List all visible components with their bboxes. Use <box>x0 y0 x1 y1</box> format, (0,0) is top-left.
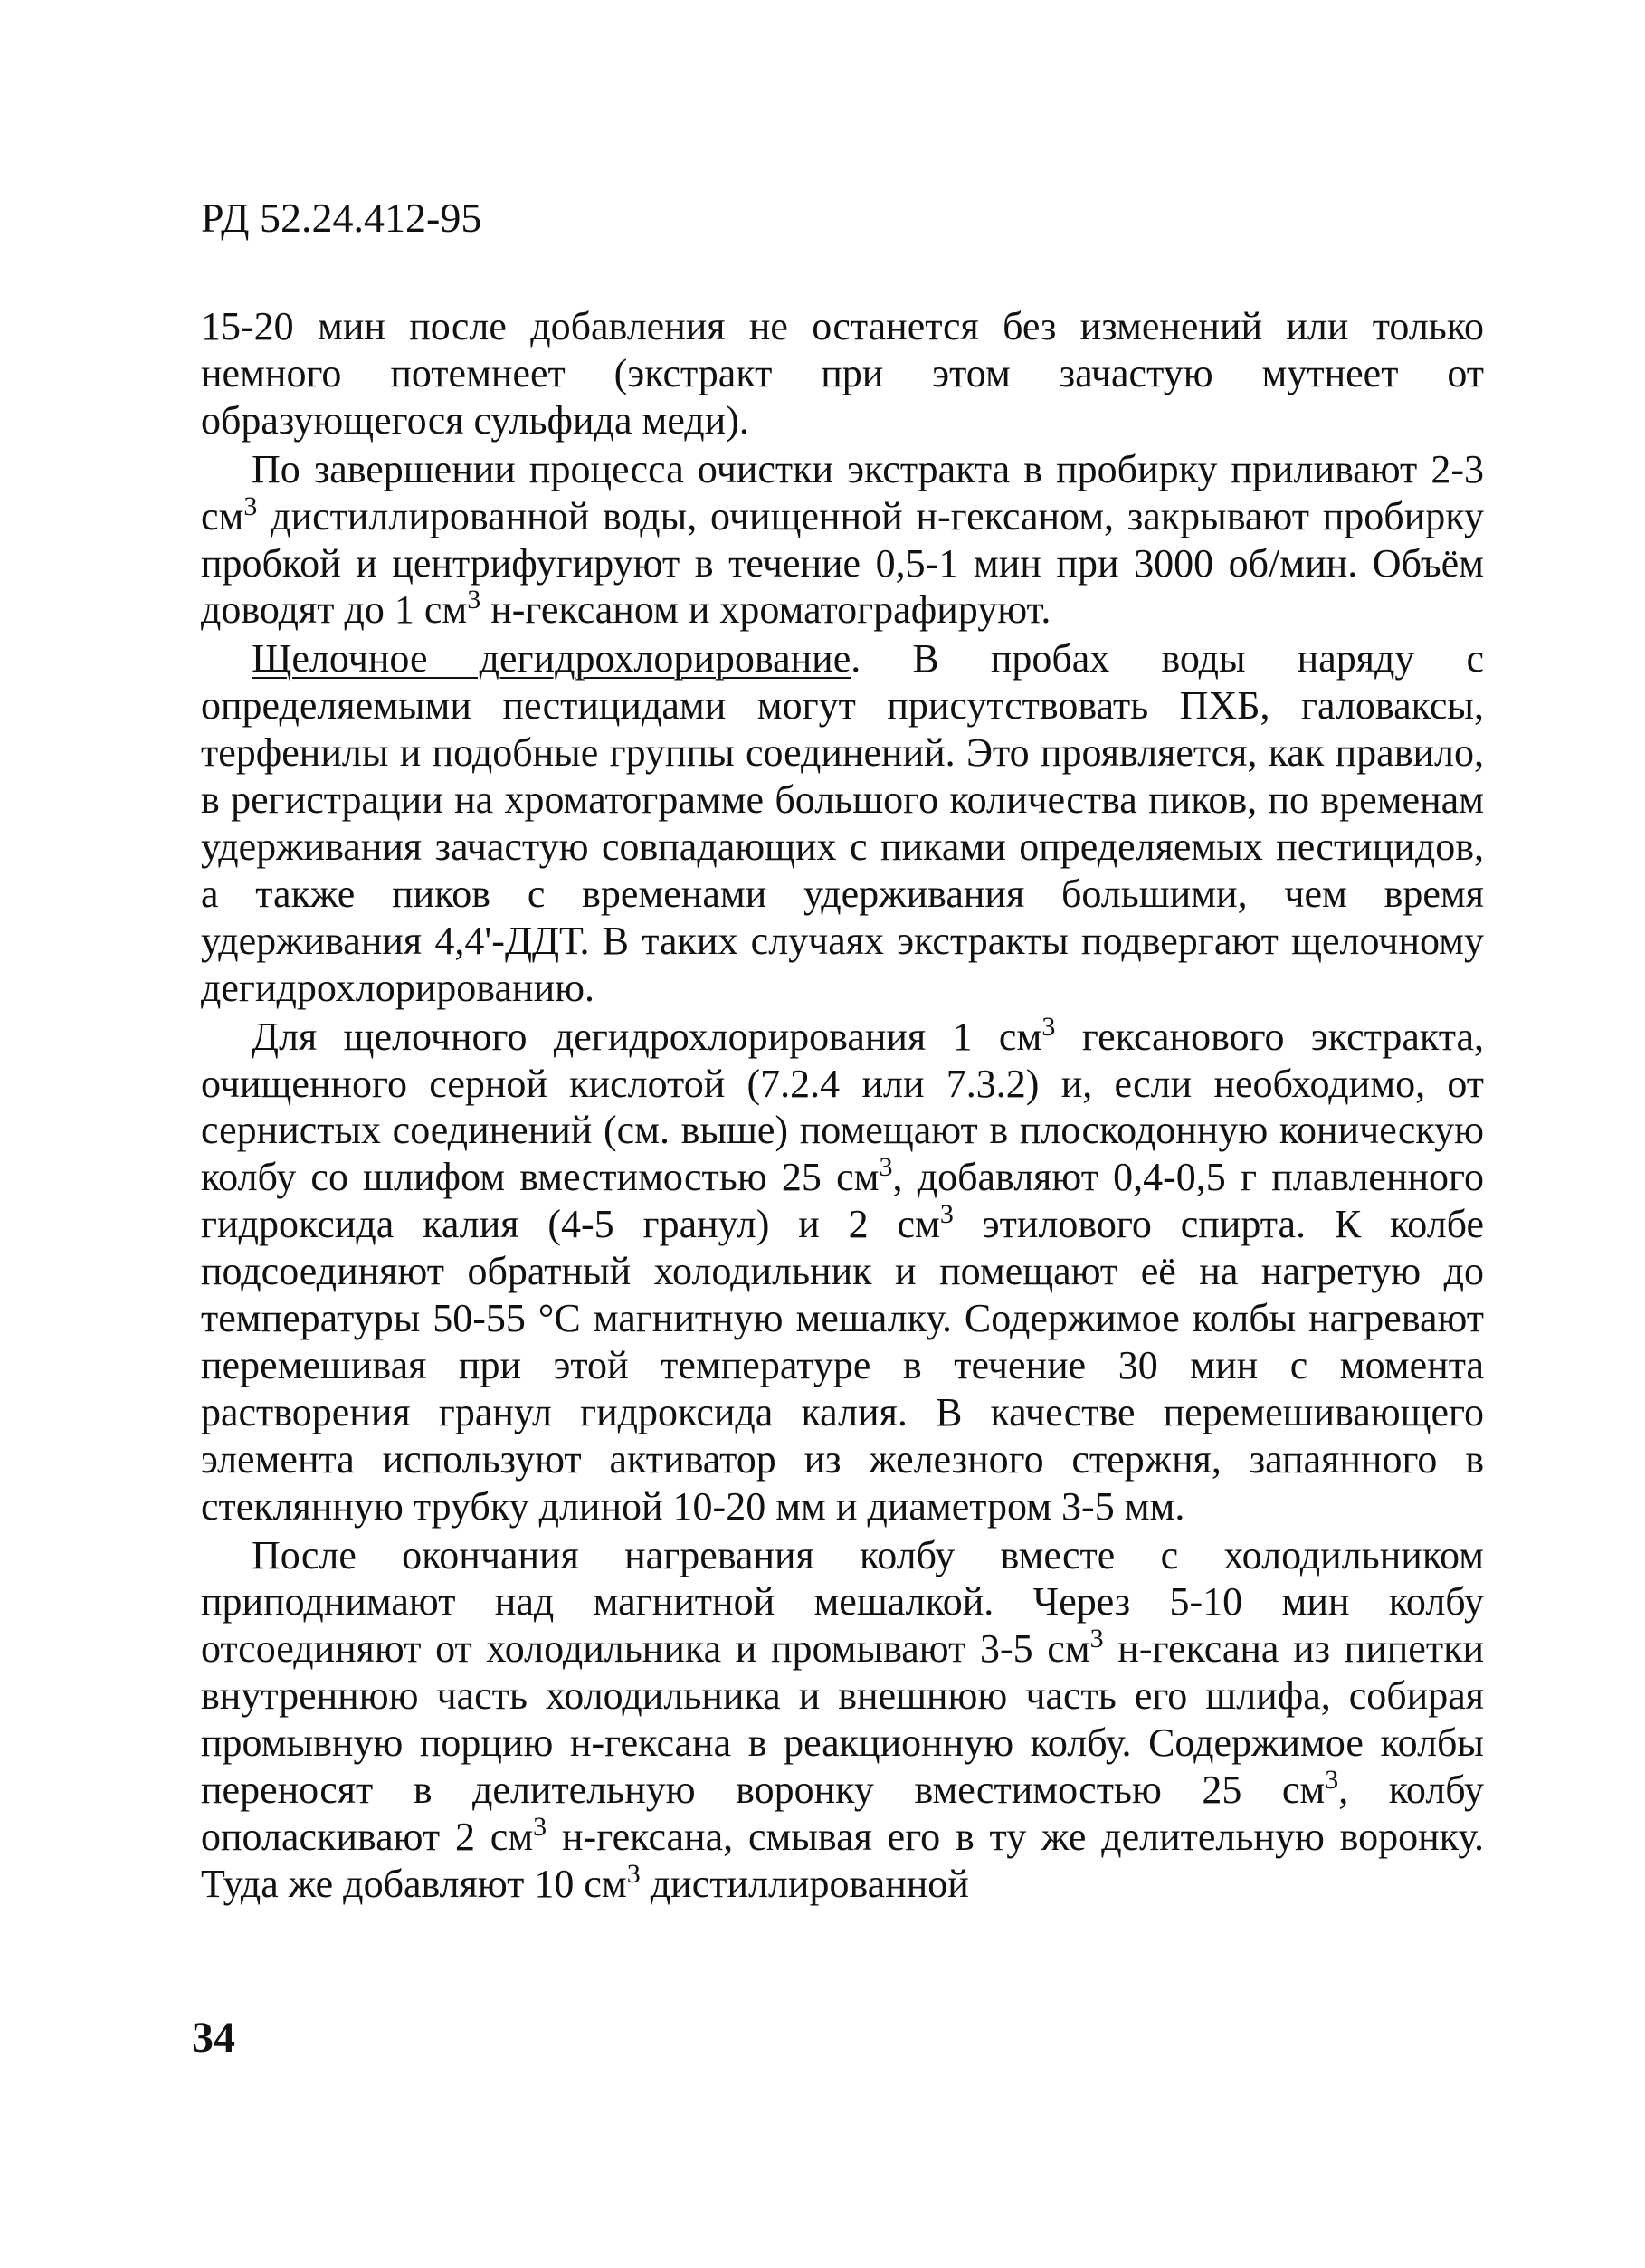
text-run: По завершении процесса очистки экстракта в пробирку приливают 2-3 см <box>201 446 1484 538</box>
text-run: этилового спирта. К колбе подсоединяют обратный холодильник и помещают её на нагретую до температуры 50-55 °С магнитную мешалку. Содержимое колбы нагревают перемешивая при этой температуре в течение 30 мин с момента растворения гранул гидроксида калия. В качестве перемешивающего элемента используют активатор из железного стержня, запаянного в стеклянную трубку длиной 10-20 мм и диаметром 3-5 мм. <box>201 1202 1484 1529</box>
underlined-heading: Щелочное дегидрохлорирование <box>252 636 851 681</box>
superscript-unit: 3 <box>243 491 258 521</box>
paragraph-alkaline-dehydrochlorination <box>201 635 1484 1011</box>
text-run: 15-20 мин после добавления не останется без изменений или только немного потемнеет (экстракт при этом зачастую мутнеет от образующегося сульфида меди). <box>201 304 1484 443</box>
text-run: , колбу ополаскивают 2 см <box>201 1768 1485 1859</box>
superscript-unit: 3 <box>1089 1624 1104 1654</box>
text-run: . В пробах воды наряду с определяемыми пестицидами могут присутствовать ПХБ, галоваксы, терфенилы и подобные группы соединений. Это проявляется, как правило, в регистрации на хроматограмме большого количества пиков, по временам удерживания зачастую совпадающих с пиками определяемых пестицидов, а также пиков с временами удерживания большими, чем время удерживания 4,4'-ДДТ. В таких случаях экстракты подвергают щелочному дегидрохлорированию. <box>201 636 1484 1010</box>
body-text <box>201 303 1484 1908</box>
text-run: дистиллированной воды, очищенной н-гексаном, закрывают пробирку пробкой и центрифугируют в течение 0,5-1 мин при 3000 об/мин. Объём доводят до 1 см <box>201 493 1484 633</box>
superscript-unit: 3 <box>1041 1011 1056 1042</box>
text-run: Для щелочного дегидрохлорирования 1 см <box>252 1014 1042 1059</box>
text-run: дистиллированной <box>640 1861 969 1906</box>
text-run: После окончания нагревания колбу вместе с холодильником приподнимают над магнитной мешалкой. Через 5-10 мин колбу отсоединяют от холодильника и промывают 3-5 см <box>201 1532 1484 1672</box>
document-code-header: РД 52.24.412-95 <box>201 195 482 241</box>
text-run: н-гексана, смывая его в ту же делительную воронку. Туда же добавляют 10 см <box>201 1815 1485 1906</box>
superscript-unit: 3 <box>1325 1765 1339 1796</box>
paragraph-extract-cleanup <box>201 446 1484 634</box>
page-number: 34 <box>192 2014 235 2062</box>
paragraph-dehydrochlorination-procedure <box>201 1011 1484 1530</box>
superscript-unit: 3 <box>626 1858 641 1889</box>
superscript-unit: 3 <box>533 1812 547 1842</box>
paragraph-continuation <box>201 303 1484 444</box>
text-run: н-гексаном и хроматографируют. <box>480 587 1051 633</box>
text-run: , добавляют 0,4-0,5 г плавленного гидроксида калия (4-5 гранул) и 2 см <box>201 1155 1484 1247</box>
superscript-unit: 3 <box>467 585 481 615</box>
text-run: н-гексана из пипетки внутреннюю часть холодильника и внешнюю часть его шлифа, собирая промывную порцию н-гексана в реакционную колбу. Содержимое колбы переносят в делительную воронку вместимостью 25 см <box>201 1626 1484 1813</box>
text-run: гексанового экстракта, очищенного серной кислотой (7.2.4 или 7.3.2) и, если необходимо, от сернистых соединений (см. выше) помещают в плоскодонную коническую колбу со шлифом вместимостью 25 см <box>201 1014 1484 1200</box>
superscript-unit: 3 <box>879 1152 893 1183</box>
superscript-unit: 3 <box>939 1199 954 1230</box>
paragraph-after-heating <box>201 1532 1484 1908</box>
